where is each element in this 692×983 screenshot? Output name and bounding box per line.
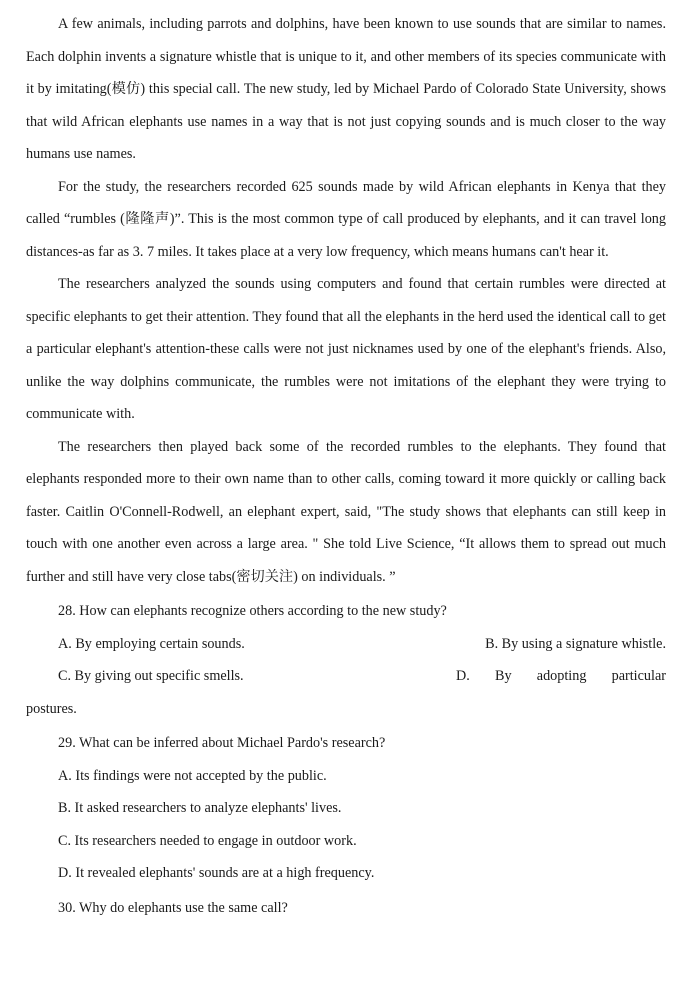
question-28-option-d-word: D. (456, 668, 470, 684)
question-29-option-a: A. Its findings were not accepted by the public. (58, 767, 327, 784)
question-28-option-b: B. By using a signature whistle. (485, 635, 666, 652)
question-28-options-ab (26, 628, 666, 661)
question-30-stem: 30. Why do elephants use the same call? (58, 899, 288, 916)
question-30 (26, 892, 666, 925)
question-29-stem: 29. What can be inferred about Michael Pardo's research? (58, 735, 386, 751)
question-28-option-a: A. By employing certain sounds. (58, 635, 245, 652)
question-29-option-b: B. It asked researchers to analyze elephants' lives. (58, 800, 342, 816)
question-29-option-c: C. Its researchers needed to engage in outdoor work. (58, 832, 357, 849)
question-28-option-d-word: adopting (536, 668, 587, 684)
question-28-option-d (456, 660, 666, 693)
passage-paragraph-4: The researchers then played back some of the recorded rumbles to the elephants. They found that elephants responded more to their own name than to other calls, coming toward it more quickly or calling back faster. Caitlin O'Connell-Rodwell, an elephant expert, said, "The study shows that elephants can still keep in touch with one another even across a large area. " She told Live Science, “It allows them to spread out much further and still have very close tabs(密切关注) on individuals. ” (26, 438, 666, 585)
question-28-option-d-word: particular (611, 668, 666, 684)
passage-paragraph-1: A few animals, including parrots and dolphins, have been known to use sounds that are similar to names. Each dolphin invents a signature whistle that is unique to it, and other members of its species communicate with it by imitating(模仿) this special call. The new study, led by Michael Pardo of Colorado State University, shows that wild African elephants use names in a way that is not just copying sounds and is much closer to the way humans use names. (26, 16, 666, 162)
passage-paragraph-2: For the study, the researchers recorded 625 sounds made by wild African elephants in Kenya that they called “rumbles (隆隆声)”. This is the most common type of call produced by elephants, and it can travel long distances-as far as 3. 7 miles. It takes place at a very low frequency, which means humans can't hear it. (26, 178, 666, 260)
question-28-stem: 28. How can elephants recognize others according to the new study? (58, 603, 447, 619)
question-28-options-cd (26, 660, 666, 693)
passage-paragraph-3: The researchers analyzed the sounds using computers and found that certain rumbles were directed at specific elephants to get their attention. They found that all the elephants in the herd used the identical call to get a particular elephant's attention-these calls were not just nicknames used by one of the elephant's friends. Also, unlike the way dolphins communicate, the rumbles were not imitations of the elephant they were trying to communicate with. (26, 276, 666, 422)
question-28-option-d-word: By (495, 668, 512, 684)
question-28 (26, 595, 666, 725)
question-29-option-d: D. It revealed elephants' sounds are at a high frequency. (58, 865, 375, 881)
question-28-option-d-tail: postures. (26, 700, 77, 717)
question-28-option-c: C. By giving out specific smells. (58, 668, 244, 684)
question-29 (26, 727, 666, 890)
